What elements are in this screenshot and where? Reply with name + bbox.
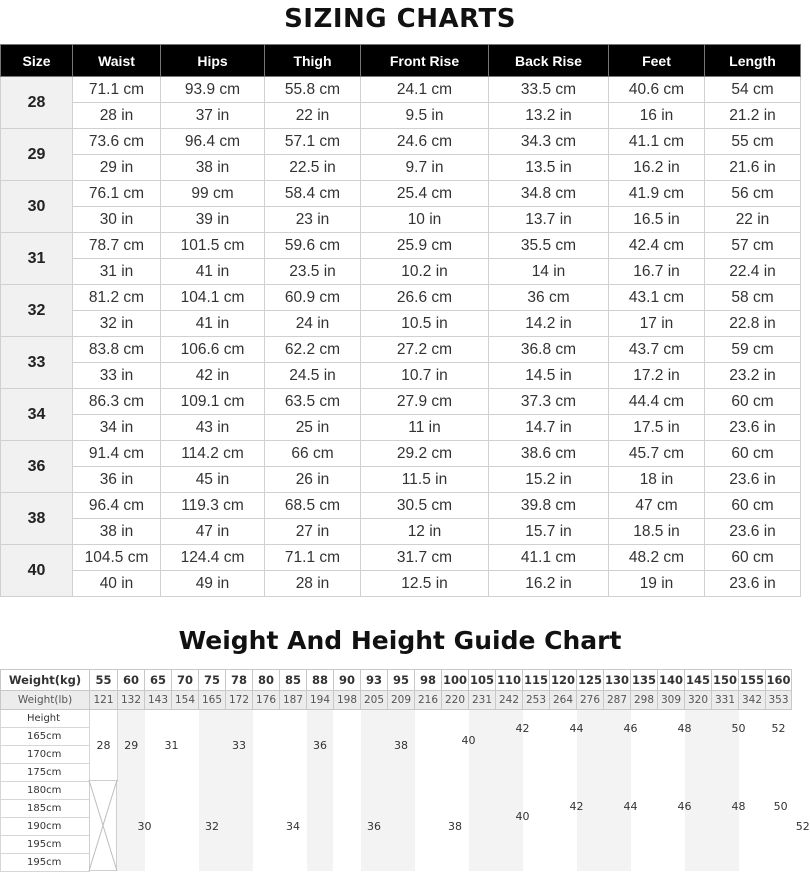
weight-lb-label: Weight(lb) xyxy=(1,691,90,710)
kg-cell: 130 xyxy=(604,670,631,691)
inch-cell: 41 in xyxy=(161,259,265,285)
cm-cell: 43.1 cm xyxy=(609,285,705,311)
lower-size-cell: 52 xyxy=(795,820,810,833)
lb-cell: 165 xyxy=(199,691,226,710)
upper-size-cell: 42 xyxy=(515,722,530,736)
cm-cell: 96.4 cm xyxy=(161,129,265,155)
table-row xyxy=(1,77,801,103)
inch-cell: 49 in xyxy=(161,571,265,597)
lb-cell: 143 xyxy=(145,691,172,710)
height-cell: 185cm xyxy=(1,800,90,818)
upper-size-cell: 31 xyxy=(164,739,179,753)
header-length: Length xyxy=(705,45,801,77)
cm-cell: 57.1 cm xyxy=(265,129,361,155)
kg-cell: 105 xyxy=(469,670,496,691)
height-cell: 180cm xyxy=(1,782,90,800)
cm-cell: 34.8 cm xyxy=(489,181,609,207)
lower-size-cell: 34 xyxy=(286,820,300,833)
table-row xyxy=(1,415,801,441)
cm-cell: 93.9 cm xyxy=(161,77,265,103)
lb-cell: 154 xyxy=(172,691,199,710)
cm-cell: 55 cm xyxy=(705,129,801,155)
inch-cell: 23.6 in xyxy=(705,519,801,545)
inch-cell: 37 in xyxy=(161,103,265,129)
kg-cell: 150 xyxy=(712,670,739,691)
lower-size-cell: 36 xyxy=(367,820,381,833)
cm-cell: 81.2 cm xyxy=(73,285,161,311)
header-front-rise: Front Rise xyxy=(361,45,489,77)
lower-size-cell: 30 xyxy=(137,820,152,833)
upper-size-cell: 44 xyxy=(569,722,584,736)
inch-cell: 15.2 in xyxy=(489,467,609,493)
cm-cell: 101.5 cm xyxy=(161,233,265,259)
inch-cell: 18.5 in xyxy=(609,519,705,545)
inch-cell: 19 in xyxy=(609,571,705,597)
header-size: Size xyxy=(1,45,73,77)
cm-cell: 96.4 cm xyxy=(73,493,161,519)
size-value: 28 xyxy=(1,77,73,129)
inch-cell: 24 in xyxy=(265,311,361,337)
lb-cell: 264 xyxy=(550,691,577,710)
cm-cell: 59.6 cm xyxy=(265,233,361,259)
cm-cell: 31.7 cm xyxy=(361,545,489,571)
weight-kg-row xyxy=(1,670,801,691)
inch-cell: 21.2 in xyxy=(705,103,801,129)
cm-cell: 41.1 cm xyxy=(489,545,609,571)
upper-size-cell: 33 xyxy=(232,739,246,753)
inch-cell: 17 in xyxy=(609,311,705,337)
kg-cell: 140 xyxy=(658,670,685,691)
cm-cell: 60 cm xyxy=(705,545,801,571)
lb-cell: 242 xyxy=(496,691,523,710)
cm-cell: 36 cm xyxy=(489,285,609,311)
cm-cell: 45.7 cm xyxy=(609,441,705,467)
table-row xyxy=(1,467,801,493)
inch-cell: 16.2 in xyxy=(489,571,609,597)
inch-cell: 14.2 in xyxy=(489,311,609,337)
lb-cell: 176 xyxy=(253,691,280,710)
inch-cell: 10.2 in xyxy=(361,259,489,285)
inch-cell: 27 in xyxy=(265,519,361,545)
inch-cell: 17.5 in xyxy=(609,415,705,441)
inch-cell: 22.5 in xyxy=(265,155,361,181)
cm-cell: 63.5 cm xyxy=(265,389,361,415)
height-cell: 195cm xyxy=(1,836,90,854)
weight-kg-label: Weight(kg) xyxy=(1,670,90,691)
kg-cell: 75 xyxy=(199,670,226,691)
inch-cell: 29 in xyxy=(73,155,161,181)
table-row xyxy=(1,259,801,285)
kg-cell: 88 xyxy=(307,670,334,691)
upper-size-cell: 38 xyxy=(394,739,408,753)
cm-cell: 41.9 cm xyxy=(609,181,705,207)
inch-cell: 36 in xyxy=(73,467,161,493)
table-row xyxy=(1,337,801,363)
sizing-header-row xyxy=(1,45,801,77)
cm-cell: 114.2 cm xyxy=(161,441,265,467)
inch-cell: 13.5 in xyxy=(489,155,609,181)
kg-cell: 120 xyxy=(550,670,577,691)
cm-cell: 25.9 cm xyxy=(361,233,489,259)
cm-cell: 47 cm xyxy=(609,493,705,519)
cm-cell: 30.5 cm xyxy=(361,493,489,519)
inch-cell: 43 in xyxy=(161,415,265,441)
cm-cell: 76.1 cm xyxy=(73,181,161,207)
kg-cell: 110 xyxy=(496,670,523,691)
lb-cell: 353 xyxy=(766,691,792,710)
height-cell: 165cm xyxy=(1,728,90,746)
inch-cell: 32 in xyxy=(73,311,161,337)
table-row xyxy=(1,571,801,597)
cm-cell: 37.3 cm xyxy=(489,389,609,415)
inch-cell: 24.5 in xyxy=(265,363,361,389)
cm-cell: 71.1 cm xyxy=(265,545,361,571)
inch-cell: 9.7 in xyxy=(361,155,489,181)
inch-cell: 16 in xyxy=(609,103,705,129)
inch-cell: 13.7 in xyxy=(489,207,609,233)
kg-cell: 93 xyxy=(361,670,388,691)
inch-cell: 16.5 in xyxy=(609,207,705,233)
lb-cell: 342 xyxy=(739,691,766,710)
lower-size-cell: 38 xyxy=(448,820,462,833)
size-value: 40 xyxy=(1,545,73,597)
lb-cell: 331 xyxy=(712,691,739,710)
inch-cell: 26 in xyxy=(265,467,361,493)
cm-cell: 86.3 cm xyxy=(73,389,161,415)
kg-cell: 90 xyxy=(334,670,361,691)
kg-cell: 98 xyxy=(415,670,442,691)
lb-cell: 231 xyxy=(469,691,496,710)
inch-cell: 17.2 in xyxy=(609,363,705,389)
cm-cell: 57 cm xyxy=(705,233,801,259)
cm-cell: 104.5 cm xyxy=(73,545,161,571)
cm-cell: 60.9 cm xyxy=(265,285,361,311)
cm-cell: 106.6 cm xyxy=(161,337,265,363)
kg-cell: 135 xyxy=(631,670,658,691)
height-row xyxy=(1,782,801,800)
cm-cell: 24.6 cm xyxy=(361,129,489,155)
table-row xyxy=(1,181,801,207)
lb-cell: 220 xyxy=(442,691,469,710)
inch-cell: 21.6 in xyxy=(705,155,801,181)
inch-cell: 22.4 in xyxy=(705,259,801,285)
inch-cell: 11 in xyxy=(361,415,489,441)
inch-cell: 12.5 in xyxy=(361,571,489,597)
table-row xyxy=(1,519,801,545)
kg-cell: 55 xyxy=(90,670,118,691)
cm-cell: 68.5 cm xyxy=(265,493,361,519)
upper-size-cell: 52 xyxy=(771,722,786,736)
cm-cell: 60 cm xyxy=(705,389,801,415)
table-row xyxy=(1,103,801,129)
inch-cell: 40 in xyxy=(73,571,161,597)
lb-cell: 287 xyxy=(604,691,631,710)
cm-cell: 33.5 cm xyxy=(489,77,609,103)
height-cell: 175cm xyxy=(1,764,90,782)
inch-cell: 30 in xyxy=(73,207,161,233)
lb-cell: 298 xyxy=(631,691,658,710)
inch-cell: 22 in xyxy=(705,207,801,233)
inch-cell: 14.5 in xyxy=(489,363,609,389)
lower-size-cell: 40 xyxy=(515,810,530,823)
inch-cell: 23.6 in xyxy=(705,571,801,597)
lower-size-cell: 48 xyxy=(731,800,746,813)
cm-cell: 43.7 cm xyxy=(609,337,705,363)
height-cell: 195cm xyxy=(1,854,90,872)
upper-size-cell: 50 xyxy=(731,722,746,736)
inch-cell: 23.2 in xyxy=(705,363,801,389)
kg-cell: 70 xyxy=(172,670,199,691)
kg-cell: 95 xyxy=(388,670,415,691)
inch-cell: 45 in xyxy=(161,467,265,493)
header-thigh: Thigh xyxy=(265,45,361,77)
cm-cell: 78.7 cm xyxy=(73,233,161,259)
cm-cell: 119.3 cm xyxy=(161,493,265,519)
cm-cell: 60 cm xyxy=(705,493,801,519)
sizing-table xyxy=(0,44,801,597)
kg-cell: 60 xyxy=(118,670,145,691)
kg-cell: 80 xyxy=(253,670,280,691)
inch-cell: 16.7 in xyxy=(609,259,705,285)
height-row xyxy=(1,710,801,728)
cm-cell: 29.2 cm xyxy=(361,441,489,467)
inch-cell: 15.7 in xyxy=(489,519,609,545)
size-value: 36 xyxy=(1,441,73,493)
inch-cell: 23.6 in xyxy=(705,415,801,441)
size-value: 32 xyxy=(1,285,73,337)
table-row xyxy=(1,545,801,571)
kg-cell: 145 xyxy=(685,670,712,691)
header-back-rise: Back Rise xyxy=(489,45,609,77)
lower-size-cell: 50 xyxy=(773,800,788,813)
cm-cell: 60 cm xyxy=(705,441,801,467)
size-value: 34 xyxy=(1,389,73,441)
cm-cell: 42.4 cm xyxy=(609,233,705,259)
lb-cell: 309 xyxy=(658,691,685,710)
cm-cell: 56 cm xyxy=(705,181,801,207)
inch-cell: 34 in xyxy=(73,415,161,441)
table-row xyxy=(1,129,801,155)
cm-cell: 39.8 cm xyxy=(489,493,609,519)
cm-cell: 109.1 cm xyxy=(161,389,265,415)
cm-cell: 34.3 cm xyxy=(489,129,609,155)
inch-cell: 22 in xyxy=(265,103,361,129)
inch-cell: 28 in xyxy=(73,103,161,129)
inch-cell: 10.7 in xyxy=(361,363,489,389)
cm-cell: 59 cm xyxy=(705,337,801,363)
cm-cell: 104.1 cm xyxy=(161,285,265,311)
sizing-chart-title: SIZING CHARTS xyxy=(284,4,516,34)
inch-cell: 23 in xyxy=(265,207,361,233)
lower-size-cell: 46 xyxy=(677,800,692,813)
upper-size-cell: 28 xyxy=(90,710,118,782)
lower-size-cell: 44 xyxy=(623,800,638,813)
upper-size-cell: 40 xyxy=(461,734,476,748)
lb-cell: 194 xyxy=(307,691,334,710)
upper-size-cell: 36 xyxy=(313,739,327,753)
cm-cell: 26.6 cm xyxy=(361,285,489,311)
upper-size-cell: 48 xyxy=(677,722,692,736)
kg-cell: 85 xyxy=(280,670,307,691)
upper-size-cell: 29 xyxy=(124,739,139,753)
size-value: 31 xyxy=(1,233,73,285)
size-value: 30 xyxy=(1,181,73,233)
lb-cell: 132 xyxy=(118,691,145,710)
inch-cell: 31 in xyxy=(73,259,161,285)
inch-cell: 10.5 in xyxy=(361,311,489,337)
lb-cell: 172 xyxy=(226,691,253,710)
lb-cell: 216 xyxy=(415,691,442,710)
lb-cell: 276 xyxy=(577,691,604,710)
cm-cell: 55.8 cm xyxy=(265,77,361,103)
inch-cell: 38 in xyxy=(161,155,265,181)
table-row xyxy=(1,285,801,311)
cm-cell: 27.2 cm xyxy=(361,337,489,363)
table-row xyxy=(1,311,801,337)
inch-cell: 22.8 in xyxy=(705,311,801,337)
inch-cell: 42 in xyxy=(161,363,265,389)
height-label: Height xyxy=(1,710,90,728)
height-cell: 190cm xyxy=(1,818,90,836)
inch-cell: 38 in xyxy=(73,519,161,545)
cm-cell: 36.8 cm xyxy=(489,337,609,363)
inch-cell: 33 in xyxy=(73,363,161,389)
lb-cell: 121 xyxy=(90,691,118,710)
cm-cell: 27.9 cm xyxy=(361,389,489,415)
inch-cell: 47 in xyxy=(161,519,265,545)
cm-cell: 58 cm xyxy=(705,285,801,311)
inch-cell: 9.5 in xyxy=(361,103,489,129)
weight-height-table xyxy=(0,669,810,872)
cm-cell: 124.4 cm xyxy=(161,545,265,571)
table-row xyxy=(1,207,801,233)
cm-cell: 71.1 cm xyxy=(73,77,161,103)
kg-cell: 78 xyxy=(226,670,253,691)
weight-lb-row xyxy=(1,691,801,710)
cm-cell: 58.4 cm xyxy=(265,181,361,207)
kg-cell: 115 xyxy=(523,670,550,691)
cm-cell: 38.6 cm xyxy=(489,441,609,467)
inch-cell: 12 in xyxy=(361,519,489,545)
inch-cell: 16.2 in xyxy=(609,155,705,181)
table-row xyxy=(1,363,801,389)
cm-cell: 35.5 cm xyxy=(489,233,609,259)
inch-cell: 28 in xyxy=(265,571,361,597)
inch-cell: 14.7 in xyxy=(489,415,609,441)
kg-cell: 65 xyxy=(145,670,172,691)
inch-cell: 23.6 in xyxy=(705,467,801,493)
header-waist: Waist xyxy=(73,45,161,77)
table-row xyxy=(1,233,801,259)
cm-cell: 73.6 cm xyxy=(73,129,161,155)
guide-chart-title: Weight And Height Guide Chart xyxy=(178,626,622,655)
table-row xyxy=(1,389,801,415)
inch-cell: 25 in xyxy=(265,415,361,441)
sizing-table-body xyxy=(1,77,801,597)
cm-cell: 40.6 cm xyxy=(609,77,705,103)
lower-size-cell: 42 xyxy=(569,800,584,813)
lb-cell: 320 xyxy=(685,691,712,710)
kg-cell: 160 xyxy=(766,670,792,691)
cm-cell: 54 cm xyxy=(705,77,801,103)
lb-cell: 253 xyxy=(523,691,550,710)
inch-cell: 14 in xyxy=(489,259,609,285)
cm-cell: 25.4 cm xyxy=(361,181,489,207)
inch-cell: 11.5 in xyxy=(361,467,489,493)
cm-cell: 44.4 cm xyxy=(609,389,705,415)
cm-cell: 66 cm xyxy=(265,441,361,467)
inch-cell: 41 in xyxy=(161,311,265,337)
inch-cell: 18 in xyxy=(609,467,705,493)
table-row xyxy=(1,493,801,519)
inch-cell: 23.5 in xyxy=(265,259,361,285)
kg-cell: 125 xyxy=(577,670,604,691)
upper-size-cell: 46 xyxy=(623,722,638,736)
cm-cell: 91.4 cm xyxy=(73,441,161,467)
cm-cell: 41.1 cm xyxy=(609,129,705,155)
height-cell: 170cm xyxy=(1,746,90,764)
cm-cell: 24.1 cm xyxy=(361,77,489,103)
cm-cell: 83.8 cm xyxy=(73,337,161,363)
empty-cell-cross-icon xyxy=(89,780,117,871)
kg-cell: 155 xyxy=(739,670,766,691)
table-row xyxy=(1,441,801,467)
header-feet: Feet xyxy=(609,45,705,77)
inch-cell: 10 in xyxy=(361,207,489,233)
size-value: 33 xyxy=(1,337,73,389)
lower-size-cell: 32 xyxy=(205,820,219,833)
cm-cell: 48.2 cm xyxy=(609,545,705,571)
size-value: 29 xyxy=(1,129,73,181)
lb-cell: 187 xyxy=(280,691,307,710)
size-value: 38 xyxy=(1,493,73,545)
table-row xyxy=(1,155,801,181)
header-hips: Hips xyxy=(161,45,265,77)
lb-cell: 205 xyxy=(361,691,388,710)
kg-cell: 100 xyxy=(442,670,469,691)
lb-cell: 198 xyxy=(334,691,361,710)
cm-cell: 99 cm xyxy=(161,181,265,207)
inch-cell: 13.2 in xyxy=(489,103,609,129)
lb-cell: 209 xyxy=(388,691,415,710)
cm-cell: 62.2 cm xyxy=(265,337,361,363)
inch-cell: 39 in xyxy=(161,207,265,233)
